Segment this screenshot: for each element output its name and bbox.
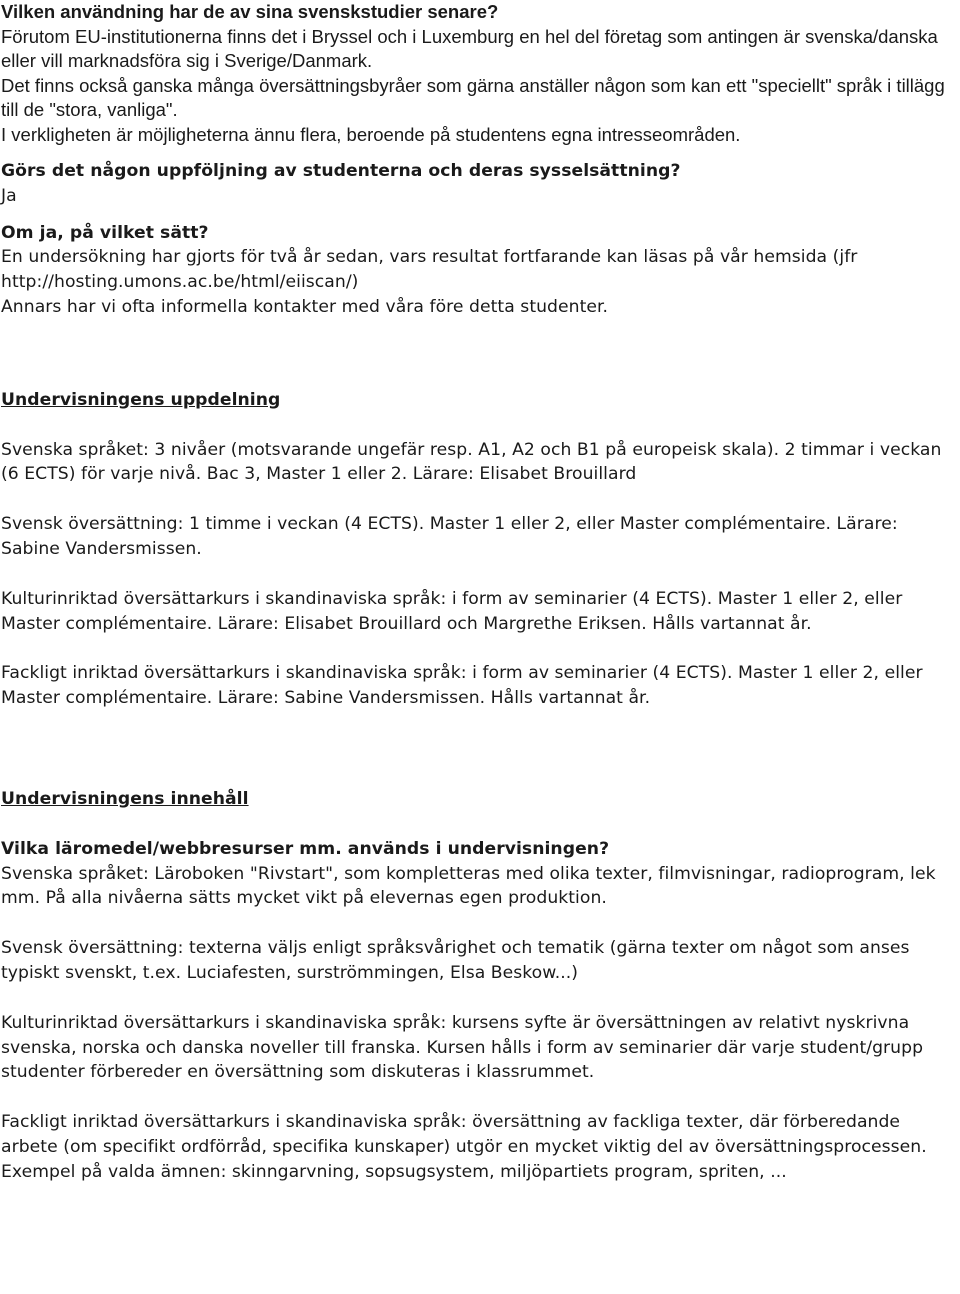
followup-method-answer: En undersökning har gjorts för två år sedan, vars resultat fortfarande kan läsas på vår hemsida (jfr http://hosting.umons.ac.be/html/eiiscan/) xyxy=(1,247,858,293)
structure-technical-translation: Fackligt inriktad översättarkurs i skandinaviska språk: i form av seminarier (4 ECTS). Master 1 eller 2, eller Master complémentaire. Lärare: Sabine Vandersmissen. Hålls vartannat år. xyxy=(1,663,923,709)
structure-swedish-language: Svenska språket: 3 nivåer (motsvarande ungefär resp. A1, A2 och B1 på europeisk skala). 2 timmar i veckan (6 ECTS) för varje nivå. Bac 3, Master 1 eller 2. Lärare: Elisabet Brouillard xyxy=(1,439,942,485)
structure-swedish-translation: Svensk översättning: 1 timme i veckan (4 ECTS). Master 1 eller 2, eller Master complémentaire. Lärare: Sabine Vandersmissen. xyxy=(1,514,898,559)
paragraph-translation-agencies: Det finns också ganska många översättningsbyråer som gärna anställer någon som kan ett "speciellt" språk i tillägg till de "stora, vanliga". xyxy=(1,74,945,120)
content-cultural-translation: Kulturinriktad översättarkurs i skandinaviska språk: kursens syfte är översättningen av relativt nyskrivna svenska, norska och danska noveller till franska. Kursen hålls i form av seminarier där varje student/grupp studenter förbereder en översättning som diskuteras i klassrummet. xyxy=(1,1012,924,1083)
content-swedish-translation: Svensk översättning: texterna väljs enligt språksvårighet och tematik (gärna texter om något som anses typiskt svenskt, t.ex. Luciafesten, surströmmingen, Elsa Beskow...) xyxy=(1,938,910,983)
section-teaching-content xyxy=(1,787,956,1185)
section-usage-heading: Vilken användning har de av sina svenskstudier senare? xyxy=(1,1,499,22)
followup-informal-contacts: Annars har vi ofta informella kontakter med våra före detta studenter. xyxy=(1,296,609,317)
structure-cultural-translation: Kulturinriktad översättarkurs i skandinaviska språk: i form av seminarier (4 ECTS). Master 1 eller 2, eller Master complémentaire. Lärare: Elisabet Brouillard och Margrethe Eriksen. Hålls vartannat år. xyxy=(1,588,903,634)
teaching-structure-heading: Undervisningens uppdelning xyxy=(1,389,281,410)
content-technical-translation: Fackligt inriktad översättarkurs i skandinaviska språk: översättning av fackliga texter, där förberedande arbete (om specifikt ordförråd, specifika kunskaper) utgör en mycket viktig del av översättningsprocessen. Exempel på valda ämnen: skinngarvning, sopsugsystem, miljöpartiets program, spriten, ... xyxy=(1,1112,927,1182)
section-teaching-structure xyxy=(1,388,956,711)
followup-answer: Ja xyxy=(1,185,17,206)
followup-question: Görs det någon uppföljning av studenterna och deras sysselsättning? xyxy=(1,161,681,181)
paragraph-possibilities: I verkligheten är möjligheterna ännu flera, beroende på studentens egna intresseområden. xyxy=(1,123,741,145)
section-followup xyxy=(1,159,956,320)
section-usage xyxy=(1,0,956,147)
content-swedish-language: Svenska språket: Läroboken "Rivstart", som kompletteras med olika texter, filmvisningar, radioprogram, lek mm. På alla nivåerna sätts mycket vikt på elevernas egen produktion. xyxy=(1,863,936,909)
teaching-materials-question: Vilka läromedel/webbresurser mm. används i undervisningen? xyxy=(1,838,610,859)
teaching-content-heading: Undervisningens innehåll xyxy=(1,788,249,809)
followup-method-question: Om ja, på vilket sätt? xyxy=(1,222,209,243)
paragraph-eu-institutions: Förutom EU-institutionerna finns det i Bryssel och i Luxemburg en hel del företag som antingen är svenska/danska eller vill marknadsföra sig i Sverige/Danmark. xyxy=(1,25,938,71)
